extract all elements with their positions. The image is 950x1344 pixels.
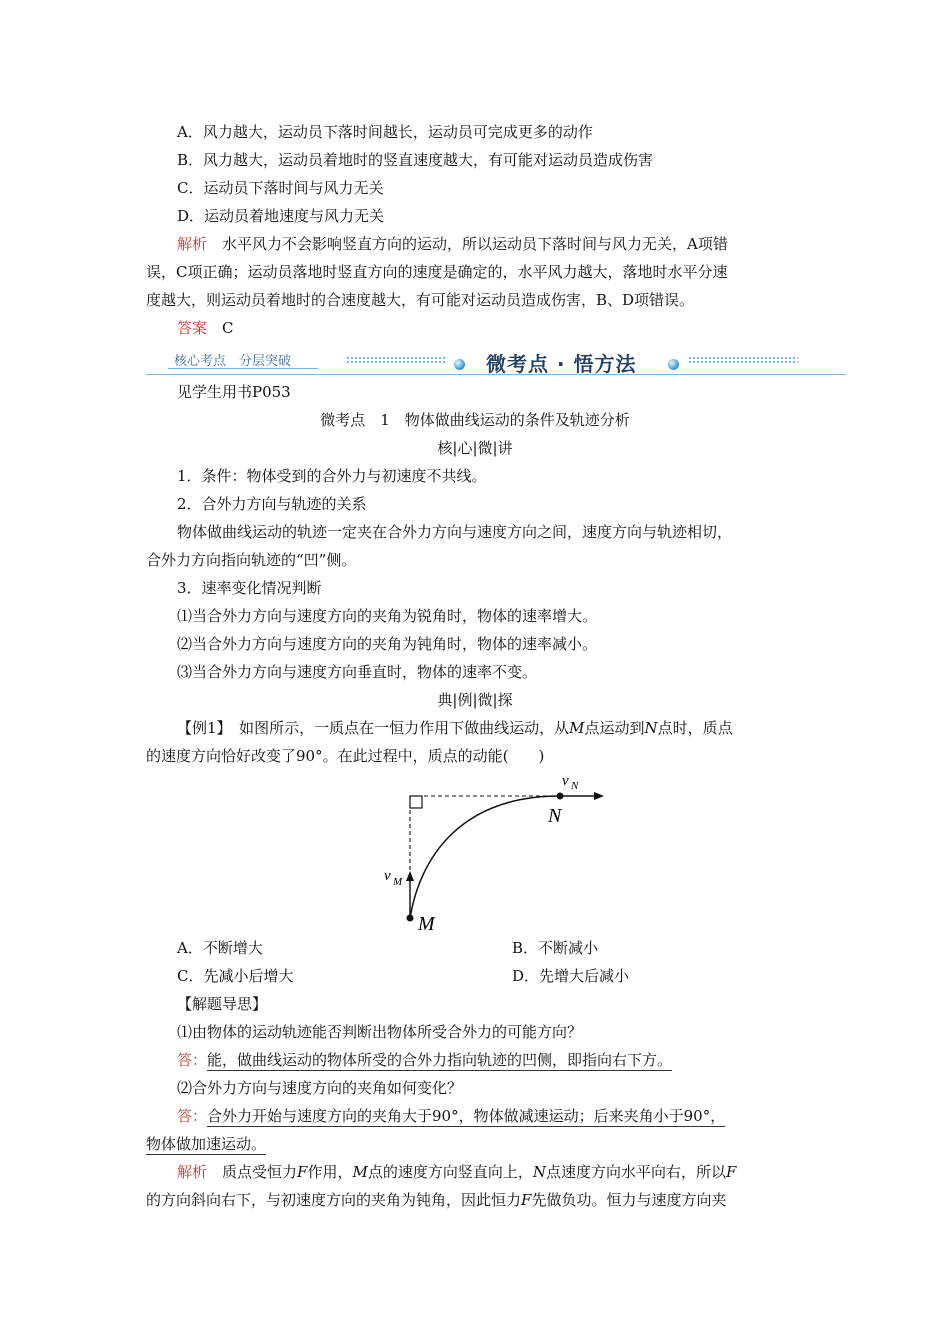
analysis-2-line-1: 解析 质点受恒力F作用，M点的速度方向竖直向上，N点速度方向水平向右，所以F	[177, 1163, 737, 1181]
reply-2-line-1: 答：合外力开始与速度方向的夹角大于90°，物体做减速运动；后来夹角小于90°，	[177, 1107, 726, 1125]
point-2-line-2: 合外力方向指向轨迹的“凹”侧。	[146, 551, 357, 569]
sub-point-1: ⑴当合外力方向与速度方向的夹角为锐角时，物体的速率增大。	[177, 607, 598, 625]
analysis-2-line-2: 的方向斜向右下，与初速度方向的夹角为钝角，因此恒力F先做负功。恒力与速度方向夹	[146, 1191, 727, 1209]
reply-2-line-2: 物体做加速运动。	[146, 1135, 267, 1153]
core-lecture-heading: 核|心|微|讲	[437, 439, 513, 457]
vn-arrow-icon	[594, 792, 604, 800]
label-vm: v	[384, 868, 391, 884]
point-n-dot	[557, 793, 564, 800]
sub-point-2: ⑵当合外力方向与速度方向的夹角为钝角时，物体的速率减小。	[177, 635, 598, 653]
point-2: 2．合外力方向与轨迹的关系	[177, 495, 367, 513]
question-1: ⑴由物体的运动轨迹能否判断出物体所受合外力的可能方向？	[177, 1023, 583, 1041]
banner-left-text: 核心考点 分层突破	[174, 354, 292, 369]
label-vm-sub: M	[393, 876, 403, 888]
option-c-1: C．运动员下落时间与风力无关	[177, 179, 384, 197]
option-b-1: B．风力越大，运动员着地时的竖直速度越大，有可能对运动员造成伤害	[177, 151, 654, 169]
reply-label: 答：	[177, 1051, 208, 1069]
banner-ball-right-icon	[668, 359, 679, 370]
analysis-label: 解析	[177, 235, 208, 253]
example-line-1: 【例1】 如图所示，一质点在一恒力作用下做曲线运动，从M点运动到N点时，质点	[177, 719, 733, 737]
trajectory-figure	[380, 768, 620, 938]
point-3: 3．速率变化情况判断	[177, 579, 322, 597]
guide-title: 【解题导思】	[177, 995, 268, 1013]
answer-label: 答案	[177, 319, 208, 337]
example-option-d: D．先增大后减小	[512, 967, 630, 985]
example-line-2: 的速度方向恰好改变了90°。在此过程中，质点的动能( )	[146, 747, 545, 765]
reply-1: 答：能，做曲线运动的物体所受的合外力指向轨迹的凹侧，即指向右下方。	[177, 1051, 673, 1069]
vm-arrow-icon	[406, 871, 414, 881]
label-m: M	[418, 913, 435, 935]
example-option-b: B．不断减小	[512, 939, 599, 957]
banner-title: 微考点 · 悟方法	[486, 352, 637, 376]
typical-example-heading: 典|例|微|探	[437, 691, 513, 709]
section-banner	[146, 346, 846, 380]
banner-dots-right	[688, 356, 798, 363]
trajectory-curve	[410, 796, 560, 918]
section-title: 微考点 1 物体做曲线运动的条件及轨迹分析	[320, 411, 630, 429]
example-option-a: A．不断增大	[177, 939, 263, 957]
point-1: 1．条件：物体受到的合外力与初速度不共线。	[177, 467, 487, 485]
option-d-1: D．运动员着地速度与风力无关	[177, 207, 385, 225]
sub-point-3: ⑶当合外力方向与速度方向垂直时，物体的速率不变。	[177, 663, 538, 681]
point-m-dot	[407, 915, 414, 922]
analysis-1-line-2: 误，C项正确；运动员落地时竖直方向的速度是确定的，水平风力越大，落地时水平分速	[146, 263, 728, 281]
label-n: N	[548, 805, 562, 827]
banner-dots-left	[346, 356, 446, 363]
right-angle-marker	[410, 796, 422, 808]
answer-1: 答案 C	[177, 319, 234, 337]
example-option-c: C．先减小后增大	[177, 967, 294, 985]
see-book: 见学生用书P053	[177, 383, 291, 401]
analysis-1-line-1: 解析 水平风力不会影响竖直方向的运动，所以运动员下落时间与风力无关，A项错	[177, 235, 728, 253]
option-a-1: A．风力越大，运动员下落时间越长，运动员可完成更多的动作	[177, 123, 593, 141]
label-vn: v	[562, 773, 569, 789]
analysis-1-line-3: 度越大，则运动员着地时的合速度越大，有可能对运动员造成伤害，B、D项错误。	[146, 291, 695, 309]
label-vn-sub: N	[571, 780, 579, 792]
point-2-line-1: 物体做曲线运动的轨迹一定夹在合外力方向与速度方向之间，速度方向与轨迹相切，	[177, 523, 733, 541]
banner-ball-left-icon	[454, 359, 465, 370]
question-2: ⑵合外力方向与速度方向的夹角如何变化？	[177, 1079, 463, 1097]
